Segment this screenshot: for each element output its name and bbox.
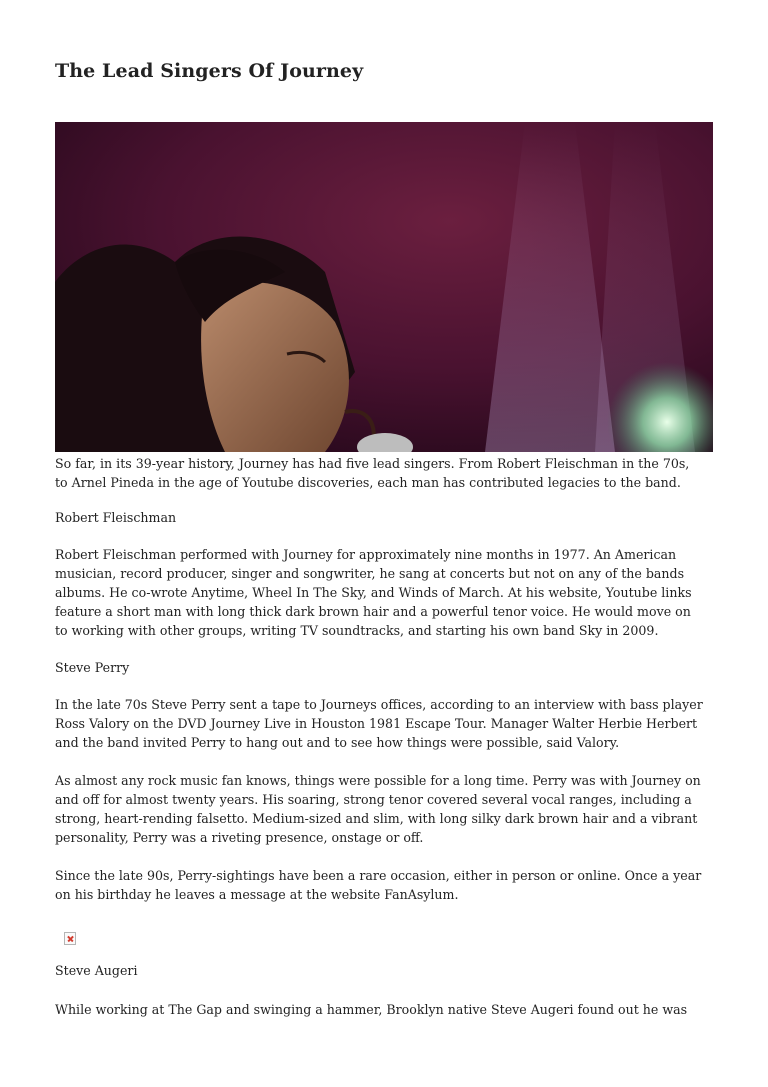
text-line: to working with other groups, writing TV soundtracks, and starting his own band Sky in 2009. bbox=[55, 623, 659, 638]
broken-image-icon bbox=[64, 932, 76, 945]
text-line: While working at The Gap and swinging a hammer, Brooklyn native Steve Augeri found out he was bbox=[55, 1002, 688, 1017]
text-line: In the late 70s Steve Perry sent a tape to Journeys offices, according to an interview with bass player bbox=[55, 697, 703, 712]
text-line: and off for almost twenty years. His soaring, strong tenor covered several vocal ranges, including a bbox=[55, 792, 692, 807]
section-heading-steve-augeri bbox=[55, 961, 715, 980]
page-title: The Lead Singers Of Journey bbox=[55, 60, 364, 82]
text-line: Ross Valory on the DVD Journey Live in Houston 1981 Escape Tour. Manager Walter Herbie Herbert bbox=[55, 716, 698, 731]
text-line: Robert Fleischman bbox=[55, 510, 177, 525]
text-line: Steve Perry bbox=[55, 660, 130, 675]
photo-of-singer-image bbox=[55, 122, 713, 452]
text-line: personality, Perry was a riveting presence, onstage or off. bbox=[55, 830, 424, 845]
robert-fleischman-paragraph bbox=[55, 545, 715, 640]
text-line: musician, record producer, singer and songwriter, he sang at concerts but not on any of the bands bbox=[55, 566, 685, 581]
intro-paragraph bbox=[55, 454, 715, 492]
section-heading-robert-fleischman bbox=[55, 508, 715, 527]
text-line: on his birthday he leaves a message at the website FanAsylum. bbox=[55, 887, 459, 902]
steve-perry-paragraph-2 bbox=[55, 771, 715, 847]
steve-perry-paragraph-3 bbox=[55, 866, 715, 904]
text-line: Since the late 90s, Perry-sightings have been a rare occasion, either in person or online. Once a year bbox=[55, 868, 702, 883]
text-line: albums. He co-wrote Anytime, Wheel In The Sky, and Winds of March. At his website, Youtube links bbox=[55, 585, 692, 600]
text-line: As almost any rock music fan knows, things were possible for a long time. Perry was with Journey on bbox=[55, 773, 701, 788]
text-line: So far, in its 39-year history, Journey has had five lead singers. From Robert Fleischman in the 70s, bbox=[55, 456, 690, 471]
text-line: strong, heart-rending falsetto. Medium-sized and slim, with long silky dark brown hair and a vibrant bbox=[55, 811, 698, 826]
text-line: feature a short man with long thick dark brown hair and a powerful tenor voice. He would move on bbox=[55, 604, 691, 619]
text-line: Robert Fleischman performed with Journey for approximately nine months in 1977. An American bbox=[55, 547, 677, 562]
section-heading-steve-perry bbox=[55, 658, 715, 677]
steve-perry-paragraph-1 bbox=[55, 695, 715, 752]
text-line: to Arnel Pineda in the age of Youtube discoveries, each man has contributed legacies to the band. bbox=[55, 475, 681, 490]
steve-augeri-paragraph bbox=[55, 1000, 715, 1019]
text-line: Steve Augeri bbox=[55, 963, 138, 978]
text-line: and the band invited Perry to hang out and to see how things were possible, said Valory. bbox=[55, 735, 620, 750]
